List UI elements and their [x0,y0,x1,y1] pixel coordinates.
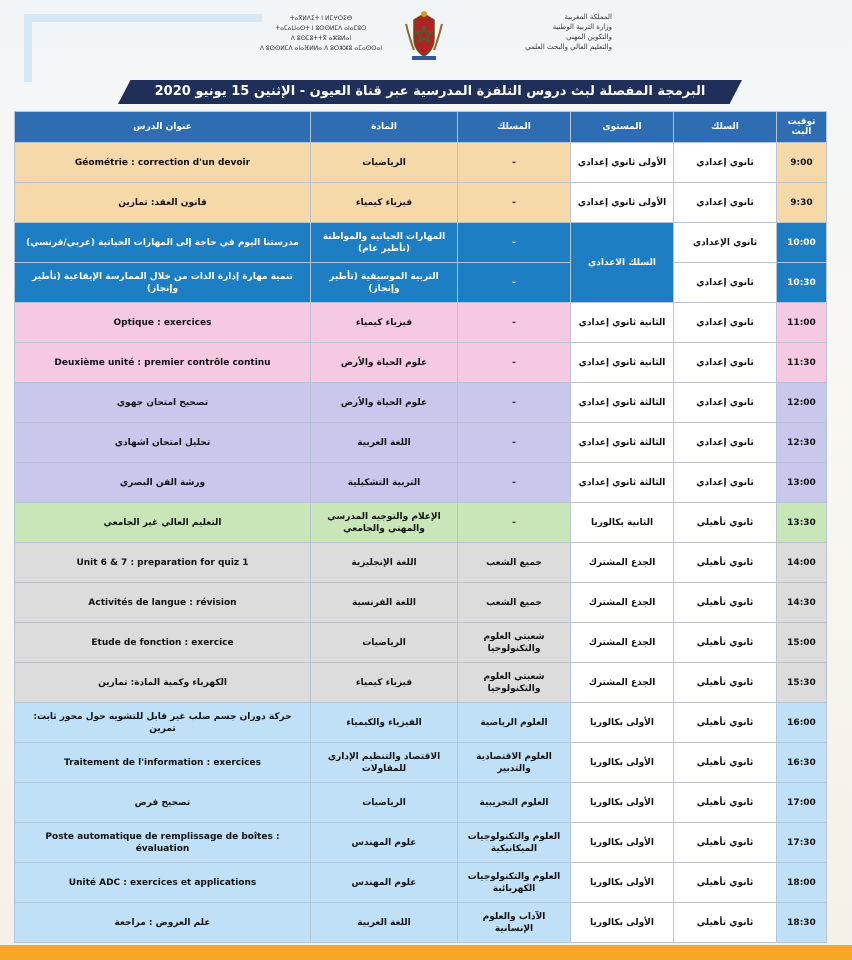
bottom-accent-bar [0,945,852,960]
cell-cycle: ثانوي إعدادي [674,343,777,383]
cell-track: - [458,263,571,303]
cell-subject: علوم المهندس [311,823,458,863]
cell-track: - [458,463,571,503]
column-header-cycle: السلك [674,112,777,143]
cell-cycle: ثانوي تأهيلي [674,583,777,623]
tifinagh-ministry-name [256,14,386,54]
column-header-track: المسلك [458,112,571,143]
table-row [15,903,827,943]
cell-title: تحليل امتحان اشهادي [15,423,311,463]
cell-subject: التربية التشكيلية [311,463,458,503]
cell-title: Deuxième unité : premier contrôle continu [15,343,311,383]
cell-title: Etude de fonction : exercice [15,623,311,663]
cell-cycle: ثانوي تأهيلي [674,703,777,743]
cell-track: - [458,343,571,383]
cell-title: تصحيح فرض [15,783,311,823]
cell-title: تصحيح امتحان جهوي [15,383,311,423]
cell-track: - [458,383,571,423]
cell-track: العلوم والتكنولوجيات الميكانيكية [458,823,571,863]
cell-subject: المهارات الحياتية والمواطنة (تأطير عام) [311,223,458,263]
table-row [15,143,827,183]
cell-level: الثانية ثانوي إعدادي [571,343,674,383]
cell-track: - [458,303,571,343]
tifinagh-line: ⵜⴰⴳⵍⴷⵉⵜ ⵏ ⵍⵎⵖⵔⵉⴱ [289,15,353,22]
cell-cycle: ثانوي إعدادي [674,423,777,463]
cell-cycle: ثانوي الإعدادي [674,223,777,263]
cell-title: Optique : exercices [15,303,311,343]
cell-subject: فيزياء كيمياء [311,663,458,703]
cell-level: الأولى ثانوي إعدادي [571,143,674,183]
cell-title: Traitement de l'information : exercices [15,743,311,783]
cell-track: - [458,423,571,463]
cell-time: 11:30 [777,343,827,383]
cell-time: 14:00 [777,543,827,583]
cell-time: 13:30 [777,503,827,543]
cell-cycle: ثانوي إعدادي [674,383,777,423]
table-row [15,583,827,623]
cell-time: 18:00 [777,863,827,903]
cell-level: الجذع المشترك [571,583,674,623]
table-row [15,543,827,583]
cell-level: الثالثة ثانوي إعدادي [571,383,674,423]
arabic-ministry-name [462,12,612,52]
cell-level: الجذع المشترك [571,663,674,703]
table-row [15,703,827,743]
cell-level: الأولى بكالوريا [571,823,674,863]
cell-title: حركة دوران جسم صلب غير قابل للتشويه حول محور ثابت: تمرين [15,703,311,743]
arabic-line: المملكة المغربية [564,13,612,21]
table-row [15,663,827,703]
schedule-table-container [14,111,826,943]
cell-level: الأولى بكالوريا [571,743,674,783]
page-title: البرمجة المفصلة لبث دروس التلفزة المدرسية عبر قناة العيون - الإثنين 15 يونيو 2020 [154,84,706,99]
cell-cycle: ثانوي إعدادي [674,183,777,223]
cell-level: الأولى ثانوي إعدادي [571,183,674,223]
cell-track: - [458,183,571,223]
cell-cycle: ثانوي إعدادي [674,263,777,303]
table-row [15,623,827,663]
cell-subject: التربية الموسيقية (تأطير وإنجاز) [311,263,458,303]
cell-subject: فيزياء كيمياء [311,183,458,223]
cell-track: شعبتي العلوم والتكنولوجيا [458,663,571,703]
cell-level: الثانية ثانوي إعدادي [571,303,674,343]
cell-title: قانون العقد: تمارين [15,183,311,223]
cell-track: العلوم الاقتصادية والتدبير [458,743,571,783]
table-row [15,783,827,823]
cell-subject: علوم الحياة والأرض [311,343,458,383]
cell-track: شعبتي العلوم والتكنولوجيا [458,623,571,663]
cell-subject: علوم الحياة والأرض [311,383,458,423]
cell-title: Unité ADC : exercices et applications [15,863,311,903]
cell-title: مدرستنا اليوم في حاجة إلى المهارات الحياتية (عربي/فرنسي) [15,223,311,263]
table-row [15,183,827,223]
cell-subject: فيزياء كيمياء [311,303,458,343]
cell-subject: اللغة العربية [311,423,458,463]
cell-title: علم العروض : مراجعة [15,903,311,943]
cell-cycle: ثانوي إعدادي [674,143,777,183]
column-header-subject: المادة [311,112,458,143]
cell-cycle: ثانوي تأهيلي [674,543,777,583]
cell-time: 16:00 [777,703,827,743]
cell-title: تنمية مهارة إدارة الذات من خلال الممارسة الإيقاعية (تأطير وإنجاز) [15,263,311,303]
cell-time: 15:30 [777,663,827,703]
cell-level: الثالثة ثانوي إعدادي [571,463,674,503]
table-row [15,263,827,303]
tifinagh-line: ⴷ ⵓⵙⵎⵓⵜⵜⴳ ⴰⵣⵓⵍⴰⵏ [290,35,352,42]
schedule-table [14,111,827,943]
cell-subject: الفيزياء والكيمياء [311,703,458,743]
coat-of-arms-icon [400,10,448,62]
arabic-line: وزارة التربية الوطنية [552,23,612,31]
cell-subject: الإعلام والتوجيه المدرسي والمهني والجامعي [311,503,458,543]
cell-track: - [458,503,571,543]
cell-cycle: ثانوي تأهيلي [674,863,777,903]
cell-title: Unit 6 & 7 : preparation for quiz 1 [15,543,311,583]
table-row [15,863,827,903]
cell-cycle: ثانوي تأهيلي [674,743,777,783]
tifinagh-line: ⵜⴰⵎⴰⵡⴰⵙⵜ ⵏ ⵓⵙⵙⵍⵎⴷ ⴰⵏⴰⵎⵓⵔ [275,25,367,32]
tifinagh-line: ⴷ ⵓⵙⵙⵍⵎⴷ ⴰⵏⴰⴼⵍⵍⴰ ⴷ ⵓⵔⵣⵣⵓ ⴰⵎⴰⵙⵙⴰⵏ [259,45,383,52]
cell-subject: علوم المهندس [311,863,458,903]
table-row [15,343,827,383]
cell-subject: اللغة الفرنسية [311,583,458,623]
cell-time: 11:00 [777,303,827,343]
cell-subject: الرياضيات [311,143,458,183]
cell-level: الأولى بكالوريا [571,863,674,903]
table-header-row [15,112,827,143]
table-body [15,143,827,943]
table-row [15,223,827,263]
cell-subject: اللغة الإنجليزية [311,543,458,583]
cell-time: 16:30 [777,743,827,783]
cell-cycle: ثانوي إعدادي [674,463,777,503]
cell-track: العلوم والتكنولوجيات الكهربائية [458,863,571,903]
cell-cycle: ثانوي تأهيلي [674,663,777,703]
cell-level: الجذع المشترك [571,623,674,663]
table-row [15,823,827,863]
cell-time: 12:00 [777,383,827,423]
cell-track: جميع الشعب [458,543,571,583]
table-row [15,303,827,343]
column-header-time: توقيت البث [777,112,827,143]
cell-subject: اللغة العربية [311,903,458,943]
cell-title: Géométrie : correction d'un devoir [15,143,311,183]
cell-time: 12:30 [777,423,827,463]
cell-level: الأولى بكالوريا [571,703,674,743]
cell-track: - [458,223,571,263]
cell-level: الثانية بكالوريا [571,503,674,543]
cell-subject: الرياضيات [311,783,458,823]
cell-cycle: ثانوي تأهيلي [674,783,777,823]
cell-title: Activités de langue : révision [15,583,311,623]
cell-title: ورشة الفن البصري [15,463,311,503]
column-header-lesson-title: عنوان الدرس [15,112,311,143]
cell-subject: الاقتصاد والتنظيم الإداري للمقاولات [311,743,458,783]
cell-track: العلوم التجريبية [458,783,571,823]
arabic-line: والتكوين المهني [566,33,612,41]
cell-cycle: ثانوي تأهيلي [674,903,777,943]
cell-track: الآداب والعلوم الإنسانية [458,903,571,943]
letterhead [0,0,852,80]
arabic-line: والتعليم العالي والبحث العلمي [525,43,612,51]
cell-level: الأولى بكالوريا [571,783,674,823]
cell-level: الثالثة ثانوي إعدادي [571,423,674,463]
table-row [15,743,827,783]
cell-time: 10:00 [777,223,827,263]
cell-time: 17:00 [777,783,827,823]
table-row [15,423,827,463]
table-row [15,463,827,503]
cell-time: 15:00 [777,623,827,663]
cell-track: جميع الشعب [458,583,571,623]
cell-time: 18:30 [777,903,827,943]
column-header-level: المستوى [571,112,674,143]
cell-time: 9:00 [777,143,827,183]
cell-title: Poste automatique de remplissage de boîtes : évaluation [15,823,311,863]
cell-subject: الرياضيات [311,623,458,663]
cell-cycle: ثانوي تأهيلي [674,623,777,663]
cell-cycle: ثانوي إعدادي [674,303,777,343]
cell-cycle: ثانوي تأهيلي [674,503,777,543]
cell-track: العلوم الرياضية [458,703,571,743]
cell-title: التعليم العالي غير الجامعي [15,503,311,543]
table-row [15,503,827,543]
cell-time: 10:30 [777,263,827,303]
cell-time: 9:30 [777,183,827,223]
cell-track: - [458,143,571,183]
cell-time: 14:30 [777,583,827,623]
cell-level: الجذع المشترك [571,543,674,583]
cell-time: 13:00 [777,463,827,503]
cell-title: الكهرباء وكمية المادة: تمارين [15,663,311,703]
cell-cycle: ثانوي تأهيلي [674,823,777,863]
cell-level: السلك الاعدادي [571,223,674,303]
table-row [15,383,827,423]
cell-level: الأولى بكالوريا [571,903,674,943]
cell-time: 17:30 [777,823,827,863]
